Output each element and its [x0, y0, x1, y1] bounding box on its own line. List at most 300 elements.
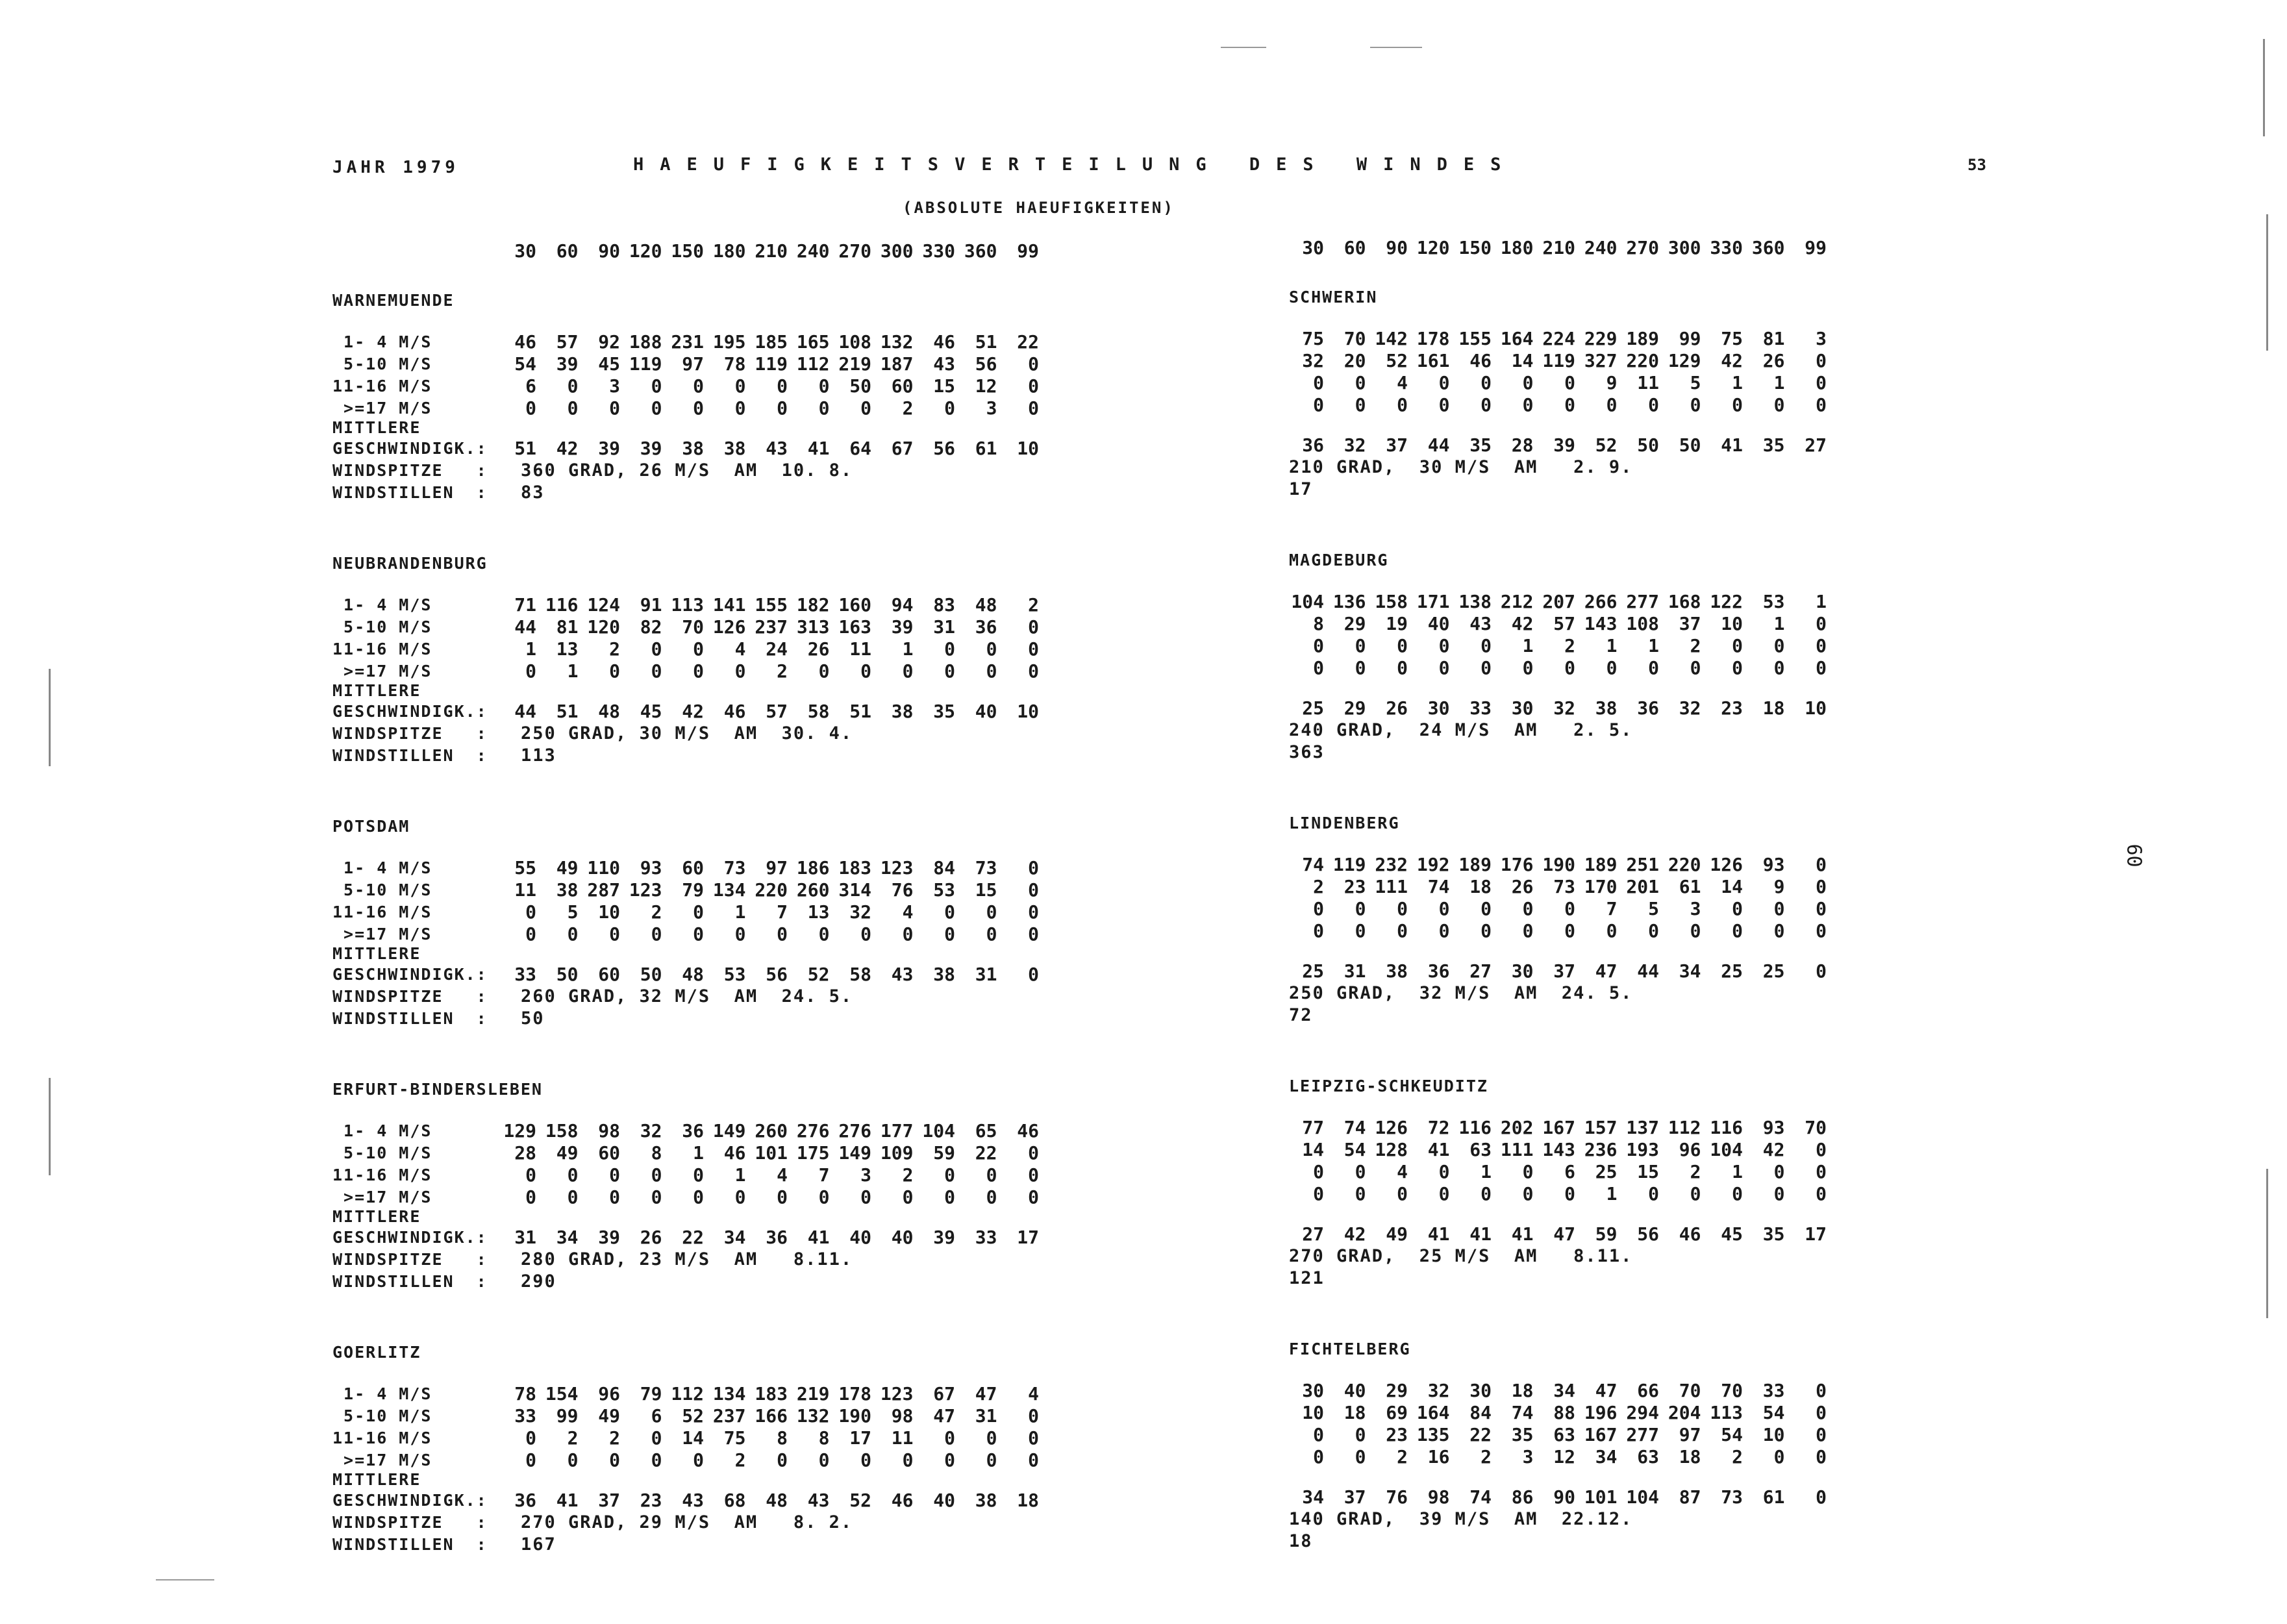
- row-label: 5-10 M/S: [332, 1143, 432, 1162]
- row-ge17-ms-value: 2: [734, 1449, 746, 1471]
- row-mean-speed-value: 43: [766, 438, 788, 459]
- row-mean-speed-value: 47: [1595, 960, 1618, 982]
- row-1-4-ms-value: 98: [598, 1120, 620, 1142]
- row-mean-speed-value: 48: [598, 701, 620, 722]
- row-5-10-ms-value: 33: [514, 1405, 536, 1427]
- row-1-4-ms-value: 123: [880, 1383, 914, 1405]
- row-1-4-ms-value: 136: [1332, 591, 1366, 612]
- station-name: FICHTELBERG: [1289, 1340, 1411, 1358]
- row-ge17-ms-value: 0: [944, 660, 955, 682]
- page-subtitle: (ABSOLUTE HAEUFIGKEITEN): [903, 199, 1175, 217]
- row-label-peak: WINDSPITZE :: [332, 1250, 488, 1269]
- row-1-4-ms-value: 104: [1291, 591, 1324, 612]
- row-11-16-ms-value: 0: [651, 1427, 662, 1449]
- row-11-16-ms-value: 1: [1606, 635, 1618, 656]
- row-mean-speed-value: 87: [1679, 1486, 1701, 1508]
- row-5-10-ms-value: 112: [796, 353, 830, 375]
- row-5-10-ms-value: 88: [1553, 1402, 1575, 1423]
- row-5-10-ms-value: 6: [651, 1405, 662, 1427]
- row-label-peak: WINDSPITZE :: [332, 724, 488, 743]
- row-5-10-ms-value: 96: [1679, 1139, 1701, 1160]
- row-11-16-ms-value: 0: [525, 1427, 536, 1449]
- station-name: NEUBRANDENBURG: [332, 554, 488, 573]
- row-mean-speed-value: 41: [807, 1227, 830, 1248]
- row-ge17-ms-value: 0: [1522, 920, 1534, 942]
- row-11-16-ms-value: 15: [1637, 1161, 1659, 1182]
- row-11-16-ms-value: 9: [1606, 372, 1618, 394]
- row-11-16-ms-value: 4: [777, 1164, 788, 1186]
- row-ge17-ms-value: 0: [1606, 657, 1618, 679]
- row-mean-speed-value: 40: [849, 1227, 871, 1248]
- row-mean-speed-value: 10: [1017, 438, 1039, 459]
- row-11-16-ms-value: 0: [1816, 372, 1827, 394]
- row-ge17-ms-value: 0: [651, 397, 662, 419]
- row-ge17-ms-value: 18: [1679, 1446, 1701, 1468]
- row-ge17-ms-value: 0: [860, 660, 871, 682]
- scan-edge-mark: [49, 669, 51, 766]
- row-11-16-ms-value: 0: [1313, 898, 1324, 919]
- row-5-10-ms-value: 76: [891, 879, 914, 901]
- row-ge17-ms-value: 0: [818, 1449, 830, 1471]
- row-mean-speed-value: 41: [1721, 434, 1743, 456]
- row-mean-speed-value: 36: [1637, 697, 1659, 719]
- row-11-16-ms-value: 0: [1481, 635, 1492, 656]
- row-mean-speed-value: 50: [1679, 434, 1701, 456]
- row-ge17-ms-value: 0: [1564, 394, 1575, 416]
- row-5-10-ms-value: 56: [975, 353, 997, 375]
- row-11-16-ms-value: 26: [807, 638, 830, 660]
- row-ge17-ms-value: 0: [1773, 1446, 1785, 1468]
- row-ge17-ms-value: 0: [1648, 920, 1659, 942]
- row-11-16-ms-value: 1: [734, 1164, 746, 1186]
- row-label-mittlere: MITTLERE: [332, 1470, 421, 1489]
- row-5-10-ms-value: 175: [796, 1142, 830, 1164]
- row-11-16-ms-value: 0: [1028, 1164, 1039, 1186]
- row-5-10-ms-value: 54: [514, 353, 536, 375]
- row-5-10-ms-value: 170: [1584, 876, 1618, 897]
- row-5-10-ms-value: 36: [975, 616, 997, 638]
- direction-header: 270: [838, 240, 871, 262]
- row-1-4-ms-value: 96: [598, 1383, 620, 1405]
- row-5-10-ms-value: 42: [1511, 613, 1534, 634]
- row-ge17-ms-value: 0: [1732, 394, 1743, 416]
- row-mean-speed-value: 39: [598, 438, 620, 459]
- year-label: JAHR 1979: [332, 158, 459, 177]
- row-1-4-ms-value: 70: [1721, 1380, 1743, 1401]
- row-ge17-ms-value: 0: [1397, 394, 1408, 416]
- row-5-10-ms-value: 220: [1626, 350, 1659, 371]
- row-ge17-ms-value: 0: [567, 1449, 579, 1471]
- row-label: 11-16 M/S: [332, 1429, 432, 1447]
- row-ge17-ms-value: 0: [1773, 920, 1785, 942]
- row-1-4-ms-value: 123: [880, 857, 914, 879]
- row-ge17-ms-value: 0: [1313, 394, 1324, 416]
- row-ge17-ms-value: 0: [860, 923, 871, 945]
- row-11-16-ms-value: 97: [1679, 1424, 1701, 1445]
- row-11-16-ms-value: 54: [1721, 1424, 1743, 1445]
- row-11-16-ms-value: 8: [818, 1427, 830, 1449]
- row-ge17-ms-value: 0: [525, 923, 536, 945]
- row-ge17-ms-value: 2: [1397, 1446, 1408, 1468]
- row-5-10-ms-value: 10: [1721, 613, 1743, 634]
- row-mean-speed-value: 59: [1595, 1223, 1618, 1245]
- row-1-4-ms-value: 104: [922, 1120, 955, 1142]
- row-11-16-ms-value: 0: [693, 901, 704, 923]
- row-ge17-ms-value: 0: [1564, 1183, 1575, 1205]
- row-ge17-ms-value: 0: [651, 923, 662, 945]
- row-mean-speed-value: 25: [1721, 960, 1743, 982]
- row-mean-speed-value: 31: [514, 1227, 536, 1248]
- row-mean-speed-value: 30: [1511, 697, 1534, 719]
- row-mean-speed-value: 23: [640, 1490, 662, 1511]
- row-ge17-ms-value: 0: [651, 1186, 662, 1208]
- row-11-16-ms-value: 4: [1397, 1161, 1408, 1182]
- row-label-calm: WINDSTILLEN :: [332, 1272, 488, 1291]
- row-5-10-ms-value: 81: [556, 616, 579, 638]
- row-1-4-ms-value: 149: [712, 1120, 746, 1142]
- row-ge17-ms-value: 0: [1028, 1186, 1039, 1208]
- row-mean-speed-value: 68: [723, 1490, 746, 1511]
- row-5-10-ms-value: 0: [1816, 350, 1827, 371]
- row-5-10-ms-value: 42: [1762, 1139, 1785, 1160]
- row-5-10-ms-value: 190: [838, 1405, 871, 1427]
- row-mean-speed-value: 74: [1469, 1486, 1492, 1508]
- row-1-4-ms-value: 4: [1028, 1383, 1039, 1405]
- row-mean-speed-value: 34: [1679, 960, 1701, 982]
- scan-edge-mark: [2263, 39, 2265, 136]
- row-mean-speed-value: 38: [682, 438, 704, 459]
- row-label: >=17 M/S: [332, 1451, 432, 1469]
- row-5-10-ms-value: 219: [838, 353, 871, 375]
- row-ge17-ms-value: 0: [1481, 1183, 1492, 1205]
- row-1-4-ms-value: 219: [796, 1383, 830, 1405]
- row-1-4-ms-value: 72: [1427, 1117, 1450, 1138]
- row-ge17-ms-value: 0: [1816, 1446, 1827, 1468]
- station-name: SCHWERIN: [1289, 288, 1378, 306]
- row-mean-speed-value: 56: [933, 438, 955, 459]
- row-11-16-ms-value: 10: [1762, 1424, 1785, 1445]
- row-1-4-ms-value: 141: [712, 594, 746, 616]
- row-1-4-ms-value: 229: [1584, 328, 1618, 349]
- row-1-4-ms-value: 84: [933, 857, 955, 879]
- row-11-16-ms-value: 1: [1522, 635, 1534, 656]
- calm-count: 72: [1289, 1005, 1313, 1025]
- row-5-10-ms-value: 8: [651, 1142, 662, 1164]
- row-1-4-ms-value: 165: [796, 331, 830, 353]
- direction-header: 240: [1584, 237, 1618, 258]
- row-ge17-ms-value: 0: [860, 397, 871, 419]
- row-11-16-ms-value: 0: [1732, 898, 1743, 919]
- row-11-16-ms-value: 0: [1028, 1427, 1039, 1449]
- row-5-10-ms-value: 2: [1313, 876, 1324, 897]
- row-11-16-ms-value: 0: [1522, 1161, 1534, 1182]
- row-1-4-ms-value: 22: [1017, 331, 1039, 353]
- row-5-10-ms-value: 37: [1679, 613, 1701, 634]
- row-mean-speed-value: 50: [640, 964, 662, 985]
- row-5-10-ms-value: 163: [838, 616, 871, 638]
- row-mean-speed-value: 33: [1469, 697, 1492, 719]
- row-ge17-ms-value: 0: [1648, 394, 1659, 416]
- row-ge17-ms-value: 0: [777, 397, 788, 419]
- row-5-10-ms-value: 143: [1584, 613, 1618, 634]
- row-11-16-ms-value: 0: [1816, 898, 1827, 919]
- row-5-10-ms-value: 149: [838, 1142, 871, 1164]
- row-1-4-ms-value: 46: [933, 331, 955, 353]
- calm-count: 121: [1289, 1268, 1325, 1288]
- scan-edge-mark: [2266, 214, 2268, 351]
- row-1-4-ms-value: 34: [1553, 1380, 1575, 1401]
- row-mean-speed-value: 38: [723, 438, 746, 459]
- row-11-16-ms-value: 2: [609, 1427, 620, 1449]
- direction-header: 360: [1751, 237, 1785, 258]
- row-ge17-ms-value: 0: [944, 923, 955, 945]
- row-11-16-ms-value: 2: [1690, 635, 1701, 656]
- wind-peak: 360 GRAD, 26 M/S AM 10. 8.: [521, 460, 853, 481]
- row-ge17-ms-value: 0: [1606, 394, 1618, 416]
- row-1-4-ms-value: 18: [1511, 1380, 1534, 1401]
- row-ge17-ms-value: 0: [902, 1186, 914, 1208]
- row-11-16-ms-value: 7: [818, 1164, 830, 1186]
- row-ge17-ms-value: 0: [1773, 657, 1785, 679]
- row-1-4-ms-value: 112: [671, 1383, 704, 1405]
- row-ge17-ms-value: 0: [944, 1449, 955, 1471]
- row-5-10-ms-value: 101: [755, 1142, 788, 1164]
- row-1-4-ms-value: 49: [556, 857, 579, 879]
- row-5-10-ms-value: 327: [1584, 350, 1618, 371]
- row-11-16-ms-value: 11: [849, 638, 871, 660]
- row-mean-speed-value: 34: [723, 1227, 746, 1248]
- row-5-10-ms-value: 236: [1584, 1139, 1618, 1160]
- row-1-4-ms-value: 32: [1427, 1380, 1450, 1401]
- row-11-16-ms-value: 1: [1732, 372, 1743, 394]
- row-5-10-ms-value: 82: [640, 616, 662, 638]
- row-1-4-ms-value: 60: [682, 857, 704, 879]
- row-5-10-ms-value: 47: [933, 1405, 955, 1427]
- row-label-mittlere: MITTLERE: [332, 944, 421, 963]
- row-ge17-ms-value: 0: [1028, 923, 1039, 945]
- row-mean-speed-value: 31: [1343, 960, 1366, 982]
- row-5-10-ms-value: 99: [556, 1405, 579, 1427]
- row-5-10-ms-value: 54: [1343, 1139, 1366, 1160]
- row-1-4-ms-value: 202: [1500, 1117, 1534, 1138]
- row-5-10-ms-value: 29: [1343, 613, 1366, 634]
- row-11-16-ms-value: 7: [1606, 898, 1618, 919]
- row-mean-speed-value: 25: [1302, 960, 1324, 982]
- row-ge17-ms-value: 0: [818, 397, 830, 419]
- row-1-4-ms-value: 91: [640, 594, 662, 616]
- row-mean-speed-value: 36: [514, 1490, 536, 1511]
- calm-count: 363: [1289, 742, 1325, 762]
- row-1-4-ms-value: 132: [880, 331, 914, 353]
- row-11-16-ms-value: 0: [1355, 372, 1366, 394]
- row-mean-speed-value: 53: [723, 964, 746, 985]
- row-mean-speed-value: 25: [1302, 697, 1324, 719]
- row-mean-speed-value: 57: [766, 701, 788, 722]
- row-11-16-ms-value: 6: [525, 375, 536, 397]
- row-mean-speed-value: 64: [849, 438, 871, 459]
- row-1-4-ms-value: 0: [1816, 854, 1827, 875]
- row-mean-speed-value: 38: [933, 964, 955, 985]
- row-11-16-ms-value: 23: [1386, 1424, 1408, 1445]
- row-ge17-ms-value: 0: [567, 1186, 579, 1208]
- row-1-4-ms-value: 112: [1668, 1117, 1701, 1138]
- row-5-10-ms-value: 164: [1416, 1402, 1450, 1423]
- row-mean-speed-value: 37: [1343, 1486, 1366, 1508]
- row-ge17-ms-value: 0: [1648, 657, 1659, 679]
- scan-edge-mark: [49, 1078, 51, 1175]
- row-ge17-ms-value: 0: [777, 923, 788, 945]
- row-11-16-ms-value: 3: [860, 1164, 871, 1186]
- direction-header: 90: [1386, 237, 1408, 258]
- row-11-16-ms-value: 11: [1637, 372, 1659, 394]
- row-5-10-ms-value: 84: [1469, 1402, 1492, 1423]
- row-1-4-ms-value: 57: [556, 331, 579, 353]
- row-5-10-ms-value: 15: [975, 879, 997, 901]
- row-ge17-ms-value: 0: [1355, 920, 1366, 942]
- row-11-16-ms-value: 0: [1313, 372, 1324, 394]
- station-name: POTSDAM: [332, 817, 410, 836]
- direction-header: 150: [1458, 237, 1492, 258]
- row-mean-speed-value: 28: [1511, 434, 1534, 456]
- row-label: >=17 M/S: [332, 925, 432, 943]
- row-1-4-ms-value: 33: [1762, 1380, 1785, 1401]
- row-11-16-ms-value: 0: [651, 638, 662, 660]
- row-1-4-ms-value: 276: [838, 1120, 871, 1142]
- row-mean-speed-value: 46: [1679, 1223, 1701, 1245]
- row-5-10-ms-value: 73: [1553, 876, 1575, 897]
- row-11-16-ms-value: 4: [902, 901, 914, 923]
- row-1-4-ms-value: 40: [1343, 1380, 1366, 1401]
- row-mean-speed-value: 35: [1762, 1223, 1785, 1245]
- row-ge17-ms-value: 0: [1481, 657, 1492, 679]
- row-1-4-ms-value: 177: [880, 1120, 914, 1142]
- row-5-10-ms-value: 0: [1028, 879, 1039, 901]
- row-1-4-ms-value: 83: [933, 594, 955, 616]
- row-5-10-ms-value: 49: [556, 1142, 579, 1164]
- row-mean-speed-value: 43: [807, 1490, 830, 1511]
- row-ge17-ms-value: 0: [986, 1186, 997, 1208]
- row-ge17-ms-value: 0: [1690, 920, 1701, 942]
- row-11-16-ms-value: 0: [1564, 372, 1575, 394]
- wind-peak: 250 GRAD, 30 M/S AM 30. 4.: [521, 723, 853, 743]
- row-mean-speed-value: 51: [849, 701, 871, 722]
- row-ge17-ms-value: 2: [777, 660, 788, 682]
- row-5-10-ms-value: 132: [796, 1405, 830, 1427]
- row-label-mittlere: MITTLERE: [332, 681, 421, 700]
- row-ge17-ms-value: 2: [1732, 1446, 1743, 1468]
- row-1-4-ms-value: 176: [1500, 854, 1534, 875]
- direction-header: 300: [1668, 237, 1701, 258]
- row-11-16-ms-value: 1: [1732, 1161, 1743, 1182]
- row-mean-speed-value: 41: [556, 1490, 579, 1511]
- row-5-10-ms-value: 9: [1773, 876, 1785, 897]
- row-1-4-ms-value: 137: [1626, 1117, 1659, 1138]
- row-label: 1- 4 M/S: [332, 332, 432, 351]
- calm-count: 17: [1289, 479, 1313, 499]
- row-1-4-ms-value: 74: [1302, 854, 1324, 875]
- row-mean-speed-value: 10: [1805, 697, 1827, 719]
- row-5-10-ms-value: 28: [514, 1142, 536, 1164]
- row-1-4-ms-value: 119: [1332, 854, 1366, 875]
- row-1-4-ms-value: 124: [587, 594, 620, 616]
- row-ge17-ms-value: 0: [1313, 1183, 1324, 1205]
- row-ge17-ms-value: 0: [525, 1449, 536, 1471]
- row-ge17-ms-value: 0: [734, 660, 746, 682]
- row-5-10-ms-value: 111: [1500, 1139, 1534, 1160]
- row-ge17-ms-value: 0: [777, 1449, 788, 1471]
- row-5-10-ms-value: 104: [1710, 1139, 1743, 1160]
- row-1-4-ms-value: 66: [1637, 1380, 1659, 1401]
- row-mean-speed-value: 32: [1553, 697, 1575, 719]
- wind-peak: 240 GRAD, 24 M/S AM 2. 5.: [1289, 720, 1633, 740]
- row-label: 11-16 M/S: [332, 377, 432, 395]
- row-5-10-ms-value: 287: [587, 879, 620, 901]
- row-5-10-ms-value: 26: [1762, 350, 1785, 371]
- row-11-16-ms-value: 0: [1355, 1161, 1366, 1182]
- row-1-4-ms-value: 276: [796, 1120, 830, 1142]
- row-label: >=17 M/S: [332, 1188, 432, 1206]
- row-1-4-ms-value: 142: [1375, 328, 1408, 349]
- row-1-4-ms-value: 73: [975, 857, 997, 879]
- row-5-10-ms-value: 10: [1302, 1402, 1324, 1423]
- row-11-16-ms-value: 0: [1438, 372, 1450, 394]
- row-5-10-ms-value: 0: [1028, 616, 1039, 638]
- row-ge17-ms-value: 0: [1028, 660, 1039, 682]
- row-mean-speed-value: 31: [975, 964, 997, 985]
- row-11-16-ms-value: 13: [807, 901, 830, 923]
- row-5-10-ms-value: 260: [796, 879, 830, 901]
- row-mean-speed-value: 41: [1427, 1223, 1450, 1245]
- row-mean-speed-value: 42: [1343, 1223, 1366, 1245]
- row-ge17-ms-value: 0: [1606, 920, 1618, 942]
- row-mean-speed-value: 56: [1637, 1223, 1659, 1245]
- row-mean-speed-value: 27: [1469, 960, 1492, 982]
- row-11-16-ms-value: 0: [1438, 898, 1450, 919]
- row-mean-speed-value: 39: [933, 1227, 955, 1248]
- row-mean-speed-value: 58: [807, 701, 830, 722]
- row-mean-speed-value: 52: [1595, 434, 1618, 456]
- row-mean-speed-value: 25: [1762, 960, 1785, 982]
- direction-header: 120: [629, 240, 662, 262]
- row-ge17-ms-value: 0: [1690, 657, 1701, 679]
- row-label-speed: GESCHWINDIGK.:: [332, 439, 488, 458]
- row-11-16-ms-value: 1: [1648, 635, 1659, 656]
- row-ge17-ms-value: 0: [693, 1449, 704, 1471]
- row-1-4-ms-value: 158: [545, 1120, 579, 1142]
- direction-header: 60: [556, 240, 579, 262]
- row-1-4-ms-value: 78: [514, 1383, 536, 1405]
- row-mean-speed-value: 40: [975, 701, 997, 722]
- row-5-10-ms-value: 98: [891, 1405, 914, 1427]
- direction-header: 30: [514, 240, 536, 262]
- row-1-4-ms-value: 157: [1584, 1117, 1618, 1138]
- row-5-10-ms-value: 11: [514, 879, 536, 901]
- row-5-10-ms-value: 32: [1302, 350, 1324, 371]
- row-1-4-ms-value: 67: [933, 1383, 955, 1405]
- row-11-16-ms-value: 0: [1355, 898, 1366, 919]
- row-ge17-ms-value: 0: [651, 1449, 662, 1471]
- page-number: 53: [1968, 156, 1986, 174]
- row-mean-speed-value: 43: [682, 1490, 704, 1511]
- row-1-4-ms-value: 164: [1500, 328, 1534, 349]
- row-1-4-ms-value: 36: [682, 1120, 704, 1142]
- row-11-16-ms-value: 0: [986, 1164, 997, 1186]
- row-1-4-ms-value: 155: [755, 594, 788, 616]
- row-ge17-ms-value: 63: [1637, 1446, 1659, 1468]
- row-1-4-ms-value: 154: [545, 1383, 579, 1405]
- row-ge17-ms-value: 0: [1816, 1183, 1827, 1205]
- row-mean-speed-value: 48: [682, 964, 704, 985]
